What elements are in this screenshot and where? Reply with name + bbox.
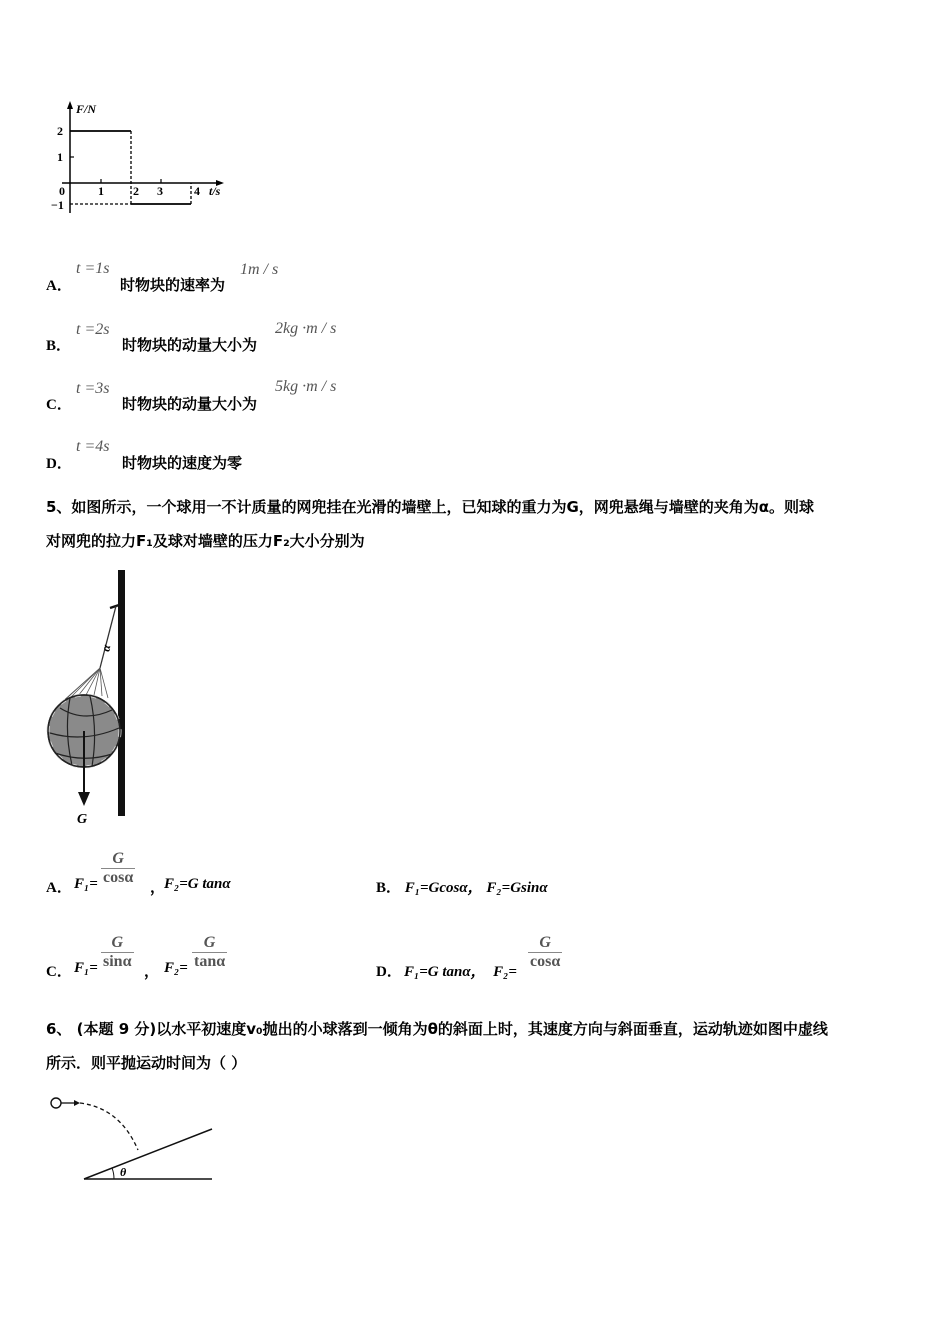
option-sep: ， bbox=[144, 964, 160, 980]
y-tick-2: 2 bbox=[57, 124, 63, 138]
force-time-graph bbox=[40, 95, 240, 225]
option-math-time: t =2s bbox=[76, 321, 110, 338]
fraction-denominator: tanα bbox=[194, 953, 226, 970]
option-text: 时物块的动量大小为 bbox=[122, 395, 258, 413]
gravity-label: G bbox=[77, 812, 88, 827]
fraction-G-over-tan bbox=[192, 934, 227, 971]
option-label: B． bbox=[376, 880, 402, 896]
option-label: A． bbox=[46, 278, 72, 294]
option-text: F₁=Gcosα， F₂=Gsinα bbox=[404, 880, 548, 896]
q4-option-b bbox=[46, 318, 446, 358]
q4-option-c bbox=[46, 377, 446, 417]
q5-option-c bbox=[46, 932, 366, 992]
theta-label: θ bbox=[120, 1165, 127, 1179]
origin-label: 0 bbox=[59, 184, 65, 198]
ball-net-wall-figure bbox=[40, 568, 150, 830]
y-tick-1: 1 bbox=[57, 150, 63, 164]
q5-option-d bbox=[376, 932, 696, 992]
x-tick-1: 1 bbox=[98, 184, 104, 198]
option-label: D． bbox=[376, 964, 402, 980]
fraction-G-over-cos bbox=[528, 934, 562, 971]
q6-line2: 所示．则平抛运动时间为（ ） bbox=[46, 1054, 247, 1072]
option-math-time: t =4s bbox=[76, 438, 110, 455]
fraction-G-over-sin bbox=[101, 934, 134, 971]
fraction-numerator: G bbox=[101, 934, 134, 953]
projectile-incline-figure bbox=[40, 1090, 220, 1190]
fraction-numerator: G bbox=[192, 934, 227, 953]
fraction-G-over-cos bbox=[101, 850, 135, 887]
option-f1: F₁=G tanα， F₂= bbox=[404, 964, 517, 980]
q5-line2: 对网兜的拉力F₁及球对墙壁的压力F₂大小分别为 bbox=[46, 532, 365, 550]
option-math-time: t =1s bbox=[76, 260, 110, 277]
fraction-denominator: cosα bbox=[103, 869, 134, 886]
option-label: B． bbox=[46, 338, 72, 354]
q6-stem bbox=[46, 1012, 916, 1080]
q5-option-b bbox=[376, 876, 696, 900]
option-text: 时物块的速度为零 bbox=[122, 454, 243, 472]
fraction-numerator: G bbox=[101, 850, 135, 869]
q5-option-a bbox=[46, 848, 366, 908]
alpha-label: α bbox=[98, 643, 114, 653]
q4-option-d bbox=[46, 436, 446, 476]
option-text: 时物块的动量大小为 bbox=[122, 336, 258, 354]
option-label: D． bbox=[46, 456, 72, 472]
option-f1: F₁= bbox=[74, 960, 98, 976]
fraction-denominator: cosα bbox=[530, 953, 561, 970]
option-math-value: 1m / s bbox=[240, 261, 279, 278]
option-label: C． bbox=[46, 964, 72, 980]
option-label: C． bbox=[46, 397, 72, 413]
option-label: A． bbox=[46, 880, 72, 896]
option-f2: F₂=G tanα bbox=[164, 876, 231, 892]
fraction-numerator: G bbox=[528, 934, 562, 953]
option-f1: F₁= bbox=[74, 876, 98, 892]
option-text: 时物块的速率为 bbox=[120, 276, 226, 294]
option-math-value: 2kg ·m / s bbox=[275, 320, 337, 337]
x-tick-3: 3 bbox=[157, 184, 163, 198]
option-f2: F₂= bbox=[164, 960, 188, 976]
y-axis-label: F/N bbox=[76, 102, 97, 116]
x-tick-2: 2 bbox=[133, 184, 139, 198]
x-axis-label: t/s bbox=[209, 184, 221, 198]
option-sep: ， bbox=[150, 880, 166, 896]
x-tick-4: 4 bbox=[194, 184, 200, 198]
option-math-value: 5kg ·m / s bbox=[275, 378, 337, 395]
y-tick-neg1: −1 bbox=[51, 198, 64, 212]
q4-option-a bbox=[46, 258, 446, 298]
q6-line1: 6、 (本题 9 分)以水平初速度v₀抛出的小球落到一倾角为θ的斜面上时，其速度方向与斜面垂直，运动轨迹如图中虚线 bbox=[46, 1020, 828, 1038]
option-math-time: t =3s bbox=[76, 380, 110, 397]
q5-stem bbox=[46, 490, 916, 558]
fraction-denominator: sinα bbox=[103, 953, 132, 970]
q5-line1: 5、如图所示，一个球用一不计质量的网兜挂在光滑的墙壁上，已知球的重力为G，网兜悬绳与墙壁的夹角为α。则球 bbox=[46, 498, 815, 516]
